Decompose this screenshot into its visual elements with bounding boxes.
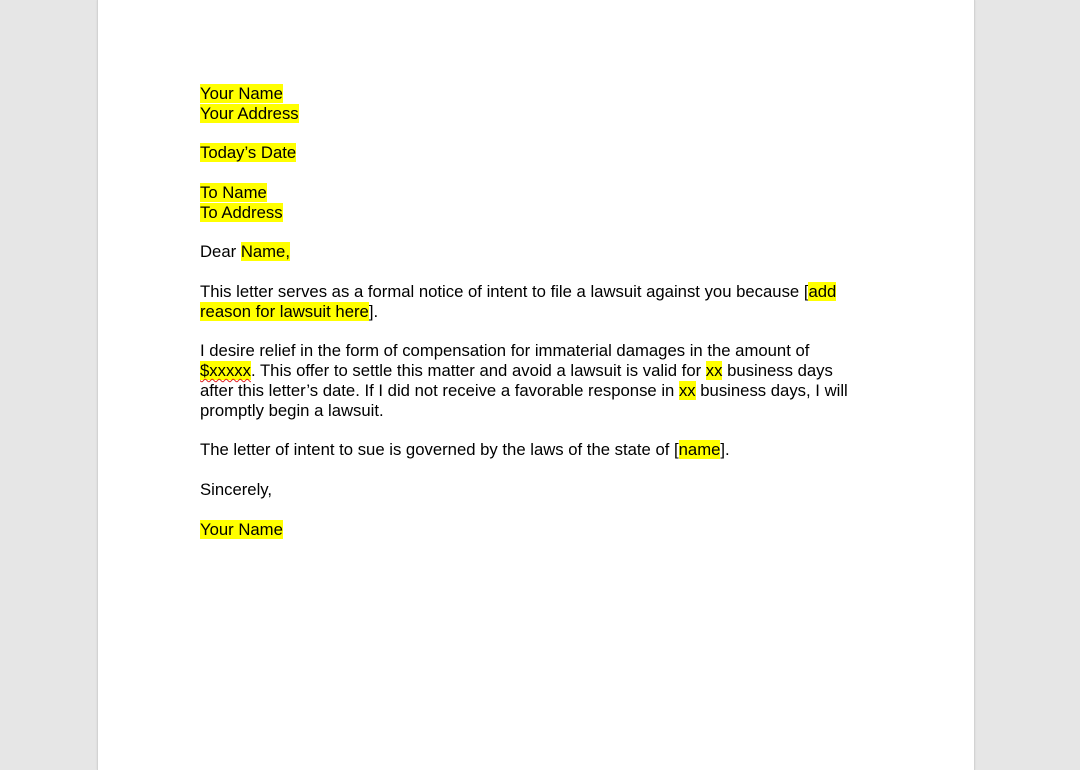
date-block — [200, 143, 880, 163]
paragraph-governing-law — [200, 440, 880, 460]
recipient-name-line — [200, 183, 880, 203]
relief-line-2 — [200, 361, 880, 381]
salutation-name: Name, — [240, 242, 290, 262]
sender-address: Your Address — [200, 103, 299, 123]
reason-text-b: ]. — [368, 301, 379, 321]
paragraph-reason-line-1 — [200, 282, 880, 302]
reason-text-a: This letter serves as a formal notice of intent to file a lawsuit against you because [ — [200, 281, 809, 301]
recipient-address: To Address — [200, 202, 283, 222]
signature-name: Your Name — [200, 519, 283, 539]
sender-name: Your Name — [200, 84, 283, 103]
salutation — [200, 242, 880, 262]
relief-text-2a: . This offer to settle this matter and avoid a lawsuit is valid for — [251, 361, 706, 381]
relief-line-4 — [200, 401, 880, 421]
relief-line-1 — [200, 341, 880, 361]
paragraph-relief — [200, 341, 880, 420]
relief-days-2: xx — [678, 380, 696, 400]
relief-text-1: I desire relief in the form of compensation for immaterial damages in the amount of — [200, 341, 810, 361]
paragraph-reason — [200, 282, 880, 322]
governing-text-b: ]. — [720, 440, 730, 460]
recipient-name: To Name — [200, 182, 267, 202]
relief-line-3 — [200, 381, 880, 401]
relief-text-4: promptly begin a lawsuit. — [200, 400, 384, 420]
closing-block — [200, 480, 880, 500]
sender-name-line — [200, 84, 880, 104]
governing-law-line — [200, 440, 880, 460]
relief-days-1: xx — [705, 361, 723, 381]
governing-text-a: The letter of intent to sue is governed by the laws of the state of [ — [200, 440, 679, 460]
sender-address-line — [200, 104, 880, 124]
salutation-line — [200, 242, 880, 262]
letter-body[interactable] — [200, 84, 880, 559]
letter-date: Today’s Date — [200, 143, 297, 163]
salutation-greeting: Dear — [200, 242, 241, 262]
governing-state: name — [678, 440, 721, 460]
relief-text-3b: business days, I will — [695, 380, 848, 400]
recipient-block — [200, 183, 880, 223]
relief-amount: $xxxxx — [200, 361, 251, 381]
closing-line — [200, 480, 880, 500]
reason-placeholder-a: add — [808, 281, 837, 301]
signature-line — [200, 520, 880, 540]
closing: Sincerely, — [200, 479, 273, 499]
paragraph-reason-line-2 — [200, 302, 880, 322]
reason-placeholder-b: reason for lawsuit here — [200, 301, 369, 321]
relief-text-3a: after this letter’s date. If I did not receive a favorable response in — [200, 380, 679, 400]
relief-text-2b: business days — [722, 361, 833, 381]
recipient-address-line — [200, 203, 880, 223]
signature-block — [200, 520, 880, 540]
document-page[interactable] — [97, 0, 975, 770]
date-line — [200, 143, 880, 163]
sender-block — [200, 84, 880, 124]
